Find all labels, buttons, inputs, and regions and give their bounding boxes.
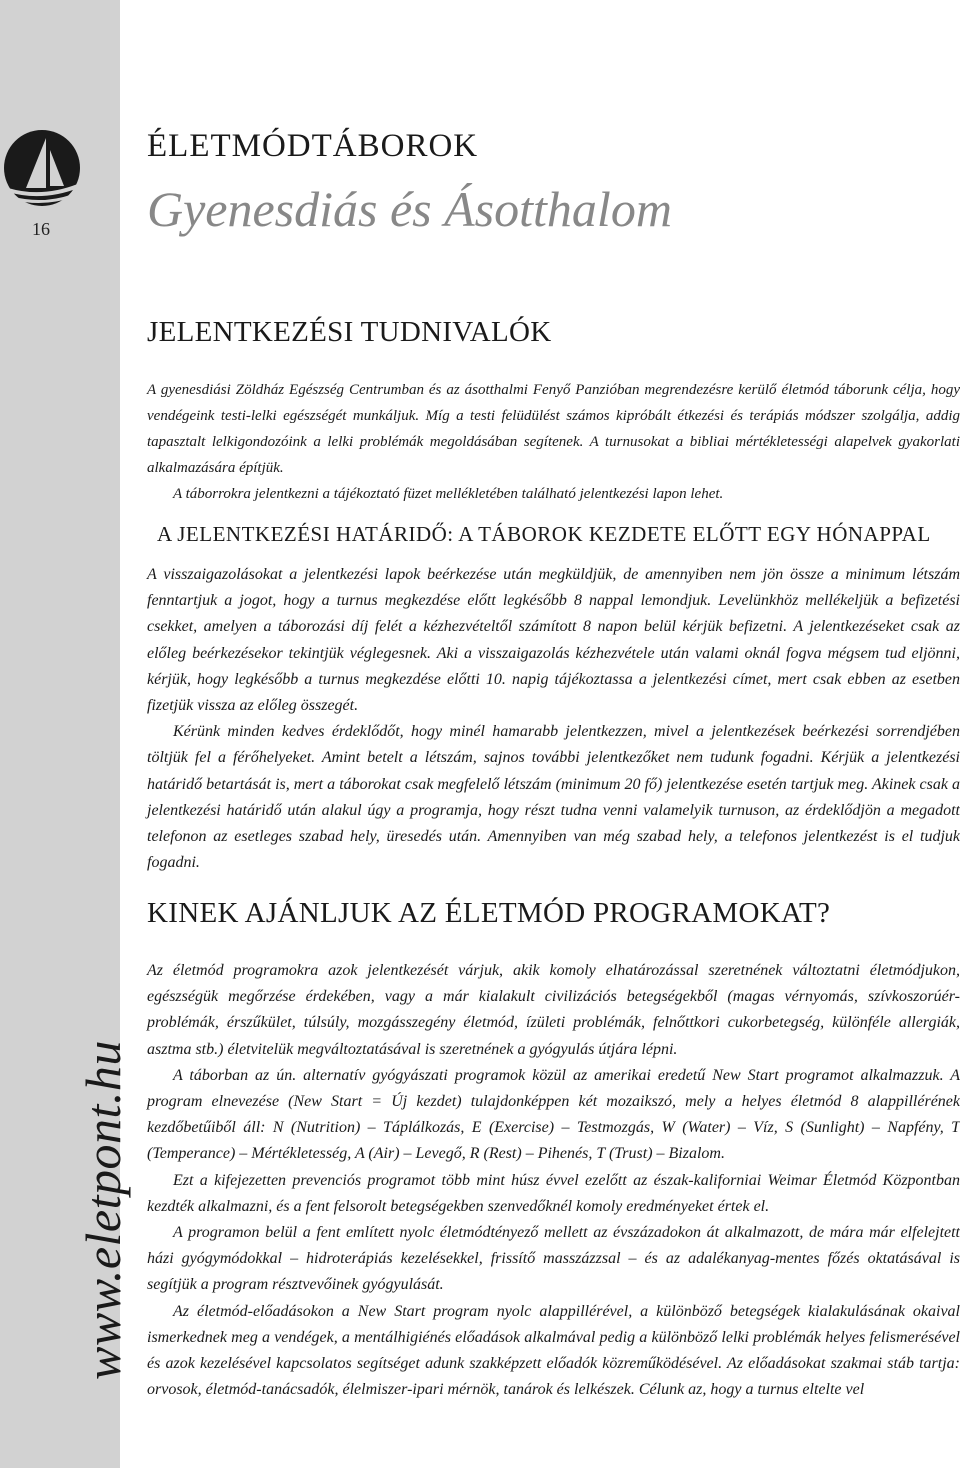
paragraph: A táborban az ún. alternatív gyógyászati programok közül az amerikai eredetű New Start programot alkalmazzuk. A program elnevezése (New Start = Új kezdet) tulajdonképpen két mozaikszó, mely a helyes életmód 8 alappillérének kezdőbetűiből áll: N (Nutrition) – Táplálkozás, E (Exercise) – Testmozgás, W (Water) – Víz, S (Sunlight) – Napfény, T (Temperance) – Mértékletesség, A (Air) – Levegő, R (Rest) – Pihenés, T (Trust) – Bizalom. bbox=[147, 1066, 960, 1163]
paragraph: Kérünk minden kedves érdeklődőt, hogy minél hamarabb jelentkezzen, mivel a jelentkezések beérkezési sorrendjében töltjük fel a férőhelyeket. Amint betelt a létszám, sajnos további jelentkezőket nem tudunk fogadni. Kérjük a jelentkezési határidő betartását is, mert a táborokat csak megfelelő létszám (minimum 20 fő) jelentkezése esetén tartjuk meg. Akinek csak a jelentkezési határidő után alakul úgy a programja, hogy részt tudna venni valamelyik turnuson, az érdeklődjön a megadott telefonon az esetleges szabad hely, üresedés után. Amennyiben van még szabad hely, a telefonos jelentkezést is el tudjuk fogadni. bbox=[147, 723, 960, 872]
paragraph: Az életmód programokra azok jelentkezését várjuk, akik komoly elhatározással szeretnének változtatni életmódjukon, egészségük megőrzése érdekében, vagy a már kialakult civilizációs betegségekből (magas vérnyomás, szívkoszorúér-problémák, érszűkület, túlsúly, mozgásszegény életmód, ízületi problémák, felnőttkori cukorbetegség, különféle allergiák, asztma stb.) életvitelük megváltoztatásával is szeretnének a gyógyulás útjára lépni. bbox=[147, 962, 960, 1058]
section-heading-deadline: A JELENTKEZÉSI HATÁRIDŐ: A TÁBOROK KEZDETE ELŐTT EGY HÓNAPPAL bbox=[157, 522, 931, 546]
paragraph: Ezt a kifejezetten prevenciós programot több mint húsz évvel ezelőtt az észak-kaliforniai Weimar Életmód Központban kezdték alkalmazni, és a fent felsorolt betegségekben szenvedőknél komoly eredményeket értek el. bbox=[147, 1171, 960, 1215]
paragraph: A táborrokra jelentkezni a tájékoztató füzet mellékletében található jelentkezési lapon lehet. bbox=[173, 486, 724, 502]
registration-text bbox=[147, 377, 960, 507]
recommendation-text bbox=[147, 958, 960, 1403]
paragraph: Az életmód-előadásokon a New Start program nyolc alappillérével, a különböző betegségek kialakulásának okaival ismerkednek meg a vendégek, a mentálhigiénés előadások alkalmával pedig a különböző lelki problémák helyes felismerésével és azok kezelésével kapcsolatos segítséget adunk szakképzett előadók közreműködésével. Az előadásokat szakmai stáb tartja: orvosok, életmód-tanácsadók, élelmiszer-ipari mérnök, tanárok és lelkészek. Célunk az, hogy a turnus eltelte vel bbox=[147, 1302, 960, 1399]
page-title: Gyenesdiás és Ásotthalom bbox=[147, 181, 672, 237]
section-heading-recommendation: KINEK AJÁNLJUK AZ ÉLETMÓD PROGRAMOKAT? bbox=[147, 897, 831, 929]
section-heading-registration: JELENTKEZÉSI TUDNIVALÓK bbox=[147, 316, 552, 348]
page-kicker: ÉLETMÓDTÁBOROK bbox=[147, 128, 479, 164]
paragraph: A programon belül a fent említett nyolc életmódtényező mellett az évszázadokon át alkalmazott, de mára már elfelejtett házi gyógymódokkal – hidroterápiás kezelésekkel, frissítő masszázzsal – és az adalékanyag-mentes főzés oktatásával is segítjük a program résztvevőinek gyógyulását. bbox=[147, 1224, 960, 1294]
deadline-text bbox=[147, 562, 960, 876]
sailboat-logo-icon bbox=[2, 128, 82, 208]
website-url: www.eletpont.hu bbox=[75, 1040, 131, 1380]
paragraph: A gyenesdiási Zöldház Egészség Centrumban és az ásotthalmi Fenyő Panzióban megrendezésre kerülő életmód táborunk célja, hogy vendégeink testi-lelki egészségét munkáljuk. Míg a testi felüdülést számos kipróbált étkezési és terápiás módszer szolgálja, addig tapasztalt lelkigondozóink a lelki problémák megoldásában segítenek. A turnusokat a bibliai mértékletességi alapelvek gyakorlati alkalmazására építjük. bbox=[147, 382, 960, 476]
page-number: 16 bbox=[32, 219, 50, 239]
sidebar bbox=[0, 0, 131, 1468]
paragraph: A visszaigazolásokat a jelentkezési lapok beérkezése után megküldjük, de amennyiben nem jön össze a minimum létszám fenntartjuk a jogot, hogy a turnus megkezdése előtt legkésőbb 8 nappal lemondjuk. Levelünkhöz mellékeljük a befizetési csekket, amelyen a táborozási díj felét a kézhezvételtől számított 8 napon belül kérjük befizetni. A jelentkezéseket csak az előleg beérkezésekor tekintjük véglegesnek. Aki a visszaigazolás kézhezvétele után valami oknál fogva mégsem tud eljönni, kérjük, hogy legkésőbb a turnus megkezdése előtti 10. napig tájékoztassa a jelentkezési címet, mert csak ebben az esetben fizetjük vissza az előleg összegét. bbox=[147, 566, 960, 715]
